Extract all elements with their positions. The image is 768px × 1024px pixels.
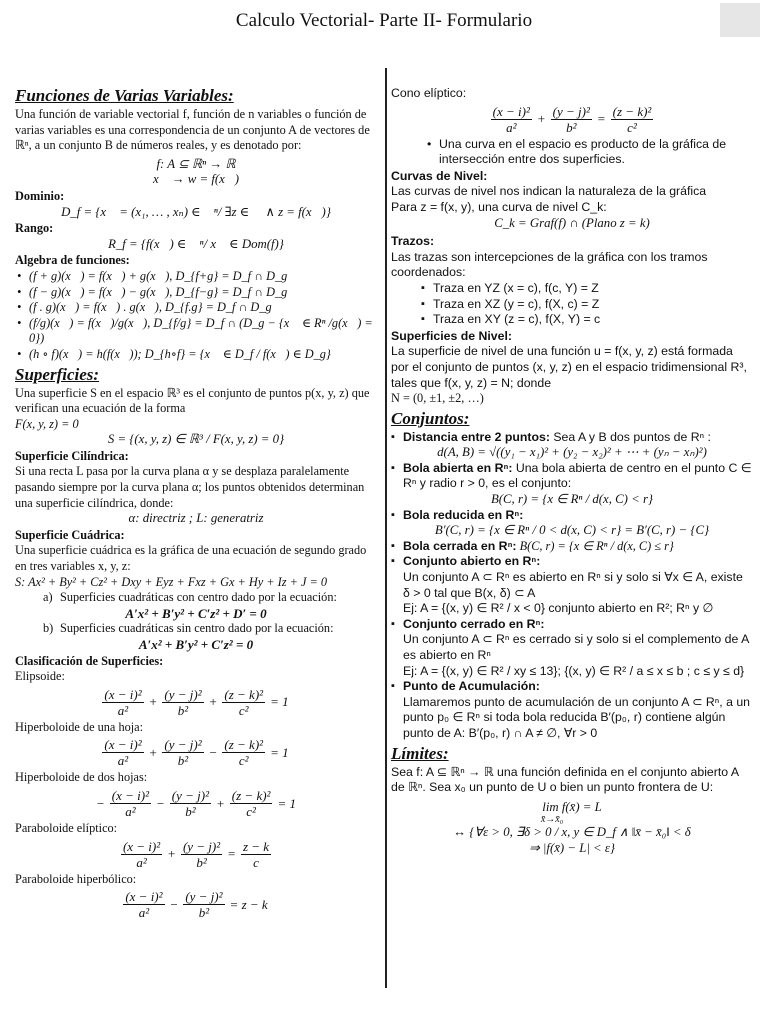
paraboloide-e-label: Paraboloide elíptico:	[15, 820, 118, 835]
curvas-text: Las curvas de nivel nos indican la naturaleza de la gráfica	[391, 184, 707, 199]
curvas-eq: C_k = Graf(f) ∩ (Plano z = k)	[494, 215, 650, 230]
acumulacion-text: Llamaremos punto de acumulación de un conjunto A ⊂ Rⁿ, a un punto p₀ ∈ Rⁿ si toda bola reducida B′(p₀, r) contiene algún punto de A: B′(p₀, r) ∩ A ≠ ∅, ∀r > 0	[403, 694, 751, 740]
limites-eq1: lim f(x̄) = L	[542, 799, 602, 814]
conjuntos-heading: Conjuntos:	[391, 408, 470, 428]
dominio-eq: D_f = {x⃗ = (x₁, … , xₙ) ∈ ℝⁿ/ ∃z ∈ ℝ ∧ z = f(x⃗)}	[61, 204, 331, 219]
algebra-item: • (f + g)(x⃗) = f(x⃗) + g(x⃗), D_{f+g} = D_f ∩ D_g	[15, 269, 377, 285]
funciones-eq1: f: A ⊆ ℝⁿ → ℝ	[156, 156, 236, 171]
conj-cerrado-ej: Ej: A = {(x, y) ∈ R² / xy ≤ 13}; {(x, y) ∈ R² / a ≤ x ≤ b ; c ≤ y ≤ d}	[403, 663, 745, 678]
superficies-nivel-n: N = (0, ±1, ±2, …)	[391, 391, 484, 406]
rango-eq: R_f = {f(x⃗) ∈ ℝⁿ/ x⃗ ∈ Dom(f)}	[108, 236, 284, 251]
bola-reducida-eq: B′(C, r) = {x ∈ Rⁿ / 0 < d(x, C) < r} = B′(C, r) − {C}	[434, 523, 710, 538]
dominio-label: Dominio:	[15, 188, 65, 203]
limites-text: Sea f: A ⊆ ℝⁿ → ℝ una función definida en el conjunto abierto A de ℝⁿ. Sea x₀ un punto de U o bien un punto frontera de U:	[391, 764, 739, 795]
algebra-item: • (h ∘ f)(x⃗) = h(f(x⃗)); D_{h∘f} = {x⃗ ∈ D_f / f(x⃗) ∈ D_g}	[15, 347, 377, 363]
cono-bullet: • Una curva en el espacio es producto de la gráfica de intersección entre dos superficies.	[425, 137, 753, 168]
superficies-eq1: F(x, y, z) = 0	[15, 416, 79, 431]
conj-cerrado-text: Un conjunto A ⊂ Rⁿ es cerrado si y solo si el complemento de A es abierto en Rⁿ	[403, 632, 749, 662]
cilindrica-text: Si una recta L pasa por la curva plana α y se desplaza paralelamente pasando siempre por la curva plana α; los puntos obtenidos determinan una superficie cilíndrica, donde:	[15, 464, 365, 510]
algebra-item: • (f . g)(x⃗) = f(x⃗) . g(x⃗), D_{f.g} = D_f ∩ D_g	[15, 300, 377, 316]
cuadrica-a-eq: A′x² + B′y² + C′z² + D′ = 0	[125, 605, 267, 621]
cilindrica-eq: α: directriz ; L: generatriz	[128, 511, 264, 526]
funciones-text: Una función de variable vectorial f, función de n variables o función de varias variables es una correspondencia de un conjunto A de vectores de ℝⁿ, a un conjunto B de números reales, y es denotado por:	[15, 107, 370, 153]
right-column	[391, 86, 753, 857]
corner-thumbnail	[720, 3, 760, 37]
cuadrica-eq: S: Ax² + By² + Cz² + Dxy + Eyz + Fxz + Gx + Hy + Iz + J = 0	[15, 574, 328, 589]
limites-eq2: ↔ {∀ε > 0, ∃δ > 0 / x, y ∈ D_f ∧ ‖x̄ − x̄₀‖ < δ	[453, 825, 691, 840]
cuadrica-b-marker: b)	[43, 621, 54, 636]
left-column	[15, 84, 377, 922]
cono-label: Cono elíptico:	[391, 86, 467, 100]
cuadrica-b-text: Superficies cuadráticas sin centro dado por la ecuación:	[60, 621, 334, 636]
hiperboloide1-label: Hiperboloide de una hoja:	[15, 719, 144, 734]
cuadrica-a-text: Superficies cuadráticas con centro dado por la ecuación:	[60, 590, 337, 605]
column-divider	[385, 68, 387, 988]
limites-eq3: ⇒ |f(x̄) − L| < ε}	[528, 840, 616, 855]
acumulacion-item: ▪ Punto de Acumulación:	[391, 679, 753, 695]
cuadrica-a-marker: a)	[43, 590, 53, 605]
traza-item: ▪ Traza en YZ (x = c), f(c, Y) = Z	[421, 281, 753, 297]
hiperboloide1-eq: $\frac{\text{(x − i)²}}{\text{a²}}$ + $\frac{\text{(y − j)²}}{\text{b²}}$ − $\frac{\text{(z − k)²}}{\text{c²}}$ = 1	[104, 737, 289, 769]
paraboloide-e-eq: $\frac{\text{(x − i)²}}{\text{a²}}$ + $\frac{\text{(y − j)²}}{\text{b²}}$ = $\frac{z - k}{c}$	[122, 838, 270, 870]
hiperboloide2-eq: − $\frac{\text{(x − i)²}}{\text{a²}}$ − $\frac{\text{(y − j)²}}{\text{b²}}$ + $\frac{\text{(z − k)²}}{\text{c²}}$ = 1	[96, 787, 296, 819]
rango-label: Rango:	[15, 221, 54, 236]
superficies-heading: Superficies:	[15, 364, 100, 384]
algebra-label: Algebra de funciones:	[15, 253, 130, 268]
trazos-label: Trazos:	[391, 234, 435, 249]
trazos-text: Las trazas son intercepciones de la gráfica con los tramos coordenados:	[391, 249, 708, 280]
superficies-nivel-text: La superficie de nivel de una función u = f(x, y, z) está formada por el conjunto de puntos (x, y, z) en el espacio tridimensional R³, tales que f(x, y, z) = N; donde	[391, 344, 747, 390]
page-title: Calculo Vectorial- Parte II- Formulario	[235, 10, 533, 31]
traza-item: ▪ Traza en XZ (y = c), f(X, c) = Z	[421, 297, 753, 313]
cilindrica-label: Superficie Cilíndrica:	[15, 448, 129, 463]
bola-abierta-eq: B(C, r) = {x ∈ Rⁿ / d(x, C) < r}	[490, 492, 654, 507]
algebra-item: • (f/g)(x⃗) = f(x⃗)/g(x⃗), D_{f/g} = D_f ∩ (D_g − {x⃗ ∈ Rⁿ /g(x⃗) = 0})	[15, 316, 377, 347]
conj-abierto-ej: Ej: A = {(x, y) ∈ R² / x < 0} conjunto abierto en R²; Rⁿ y ∅	[403, 601, 714, 616]
conj-abierto-item: ▪ Conjunto abierto en Rⁿ:	[391, 554, 753, 570]
cuadrica-b-eq: A′x² + B′y² + C′z² = 0	[138, 637, 254, 652]
superficies-nivel-label: Superficies de Nivel:	[391, 328, 512, 343]
superficies-eq2: S = {(x, y, z) ∈ ℝ³ / F(x, y, z) = 0}	[107, 432, 285, 447]
paraboloide-h-eq: $\frac{\text{(x − i)²}}{\text{a²}}$ − $\frac{\text{(y − j)²}}{\text{b²}}$ = z − k	[125, 889, 268, 921]
funciones-heading: Funciones de Varias Variables:	[15, 86, 234, 105]
elipsoide-label: Elipsoide:	[15, 669, 65, 684]
distancia-eq: d(A, B) = √((y₁ − x₁)² + (y₂ − x₂)² + ⋯ + (yₙ − xₙ)²)	[437, 445, 707, 460]
bola-reducida-item: ▪ Bola reducida en Rⁿ:	[391, 508, 753, 524]
cuadrica-label: Superficie Cuádrica:	[15, 527, 125, 542]
cuadrica-b	[15, 621, 377, 637]
funciones-eq2: x⃗ → w = f(x⃗)	[152, 172, 240, 187]
limites-heading: Límites:	[391, 743, 449, 763]
traza-item: ▪ Traza en XY (z = c), f(X, Y) = c	[421, 312, 753, 328]
superficies-text: Una superficie S en el espacio ℝ³ es el conjunto de puntos p(x, y, z) que verifican una ecuación de la forma	[15, 385, 370, 416]
cuadrica-a	[15, 590, 377, 606]
hiperboloide2-label: Hiperboloide de dos hojas:	[15, 770, 148, 785]
conj-cerrado-item: ▪ Conjunto cerrado en Rⁿ:	[391, 617, 753, 633]
bola-abierta-item: ▪ Bola abierta en Rⁿ: Una bola abierta de centro en el punto C ∈ Rⁿ y radio r > 0, es el conjunto:	[391, 461, 753, 492]
algebra-item: • (f − g)(x⃗) = f(x⃗) − g(x⃗), D_{f−g} = D_f ∩ D_g	[15, 285, 377, 301]
paraboloide-h-label: Paraboloide hiperbólico:	[15, 871, 137, 886]
cono-eq: $\frac{\text{(x − i)²}}{\text{a²}}$ + $\frac{\text{(y − j)²}}{\text{b²}}$ = $\frac{\text{(z − k)²}}{\text{c²}}$	[492, 103, 652, 135]
curvas-text2: Para z = f(x, y), una curva de nivel C_k:	[391, 199, 607, 214]
distancia-item: ▪ Distancia entre 2 puntos: Sea A y B dos puntos de Rⁿ :	[391, 430, 753, 446]
elipsoide-eq: $\frac{\text{(x − i)²}}{\text{a²}}$ + $\frac{\text{(y − j)²}}{\text{b²}}$ + $\frac{\text{(z − k)²}}{\text{c²}}$ = 1	[104, 686, 289, 718]
limites-eq1-sub: x̄→x̄₀	[540, 814, 564, 826]
cuadrica-text: Una superficie cuádrica es la gráfica de una ecuación de segundo grado en tres variables x, y, z:	[15, 543, 367, 574]
clasificacion-label: Clasificación de Superficies:	[15, 653, 164, 668]
conj-abierto-text: Un conjunto A ⊂ Rⁿ es abierto en Rⁿ si y solo si ∀x ∈ A, existe δ > 0 tal que B(x, δ) ⊂ A	[403, 570, 743, 600]
bola-cerrada-item: ▪ Bola cerrada en Rⁿ: B(C, r) = {x ∈ Rⁿ / d(x, C) ≤ r}	[391, 539, 753, 555]
curvas-label: Curvas de Nivel:	[391, 168, 488, 183]
